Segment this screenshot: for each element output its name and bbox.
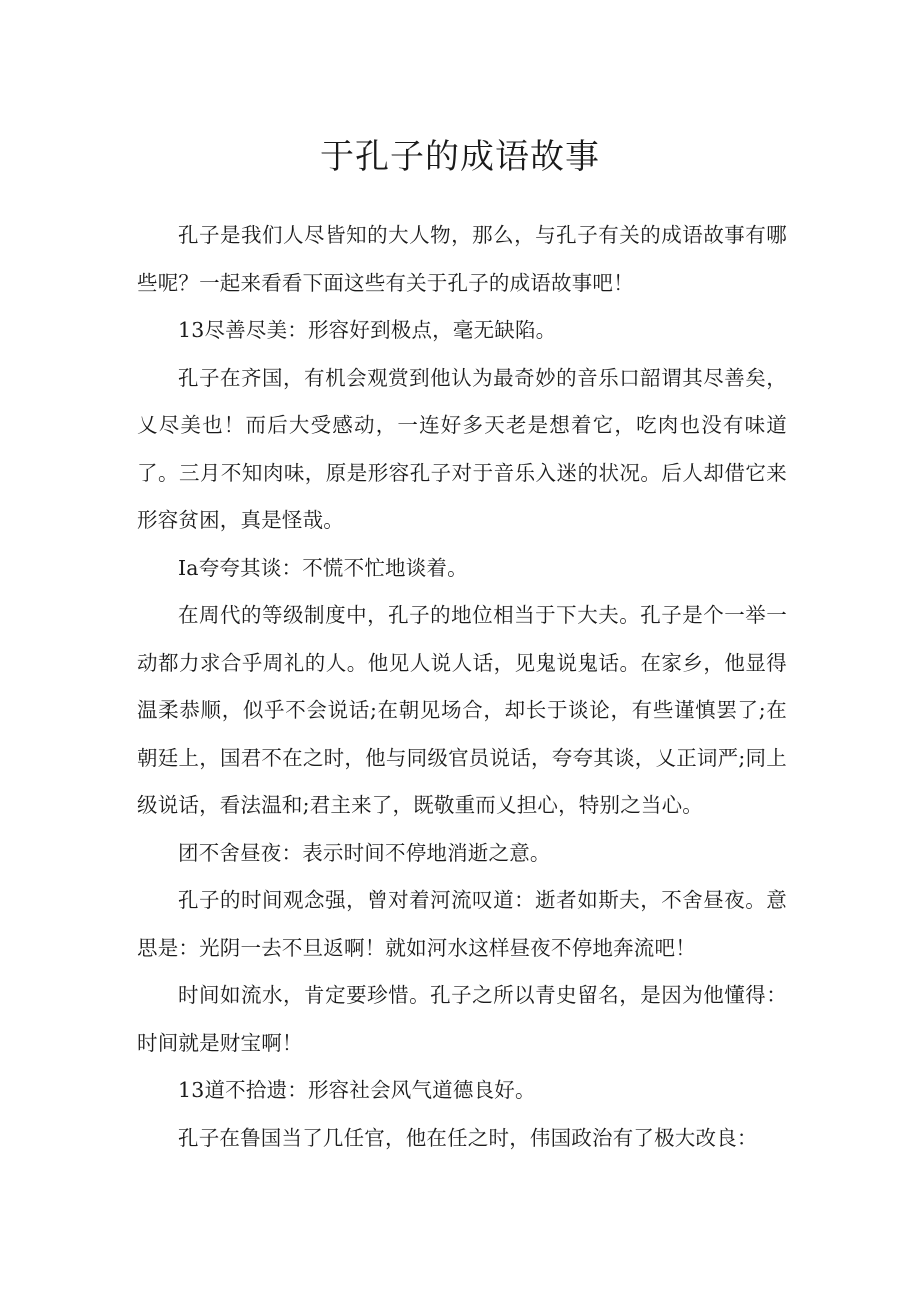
- paragraph-story: 孔子在齐国，有机会观赏到他认为最奇妙的音乐口韶谓其尽善矣，乂尽美也！而后大受感动，一连好多天老是想着它，吃肉也没有味道了。三月不知肉味，原是形容孔子对于音乐入迷的状况。后人却借它来形容贫困，真是怪哉。: [137, 365, 787, 532]
- paragraph-intro: 孔子是我们人尽皆知的大人物，那么，与孔子有关的成语故事有哪些呢？一起来看看下面这些有关于孔子的成语故事吧！: [137, 223, 787, 295]
- paragraph-idiom-heading: Ia夸夸其谈：不慌不忙地谈着。: [178, 555, 468, 580]
- document-body: [137, 212, 787, 1162]
- paragraph-idiom-heading: 13道不拾遗：形容社会风气道德良好。: [178, 1078, 536, 1102]
- paragraph-story: 孔子的时间观念强，曾对着河流叹道：逝者如斯夫，不舍昼夜。意思是：光阴一去不旦返啊！就如河水这样昼夜不停地奔流吧！: [137, 888, 787, 960]
- paragraph-story: 在周代的等级制度中，孔子的地位相当于下大夫。孔子是个一举一动都力求合乎周礼的人。他见人说人话，见鬼说鬼话。在家乡，他显得温柔恭顺，似乎不会说话;在朝见场合，却长于谈论，有些谨慎罢了;在朝廷上，国君不在之时，他与同级官员说话，夸夸其谈，乂正词严;同上级说话，看法温和;君主来了，既敬重而乂担心，特别之当心。: [137, 603, 787, 817]
- paragraph-idiom-heading: 13尽善尽美：形容好到极点，毫无缺陷。: [178, 318, 557, 342]
- paragraph-story: 孔子在鲁国当了几任官，他在任之时，伟国政治有了极大改良：: [178, 1125, 758, 1150]
- paragraph-idiom-heading: 团不舍昼夜：表示时间不停地消逝之意。: [178, 840, 551, 865]
- document-title: 于孔子的成语故事: [320, 137, 600, 177]
- paragraph-story: 时间如流水，肯定要珍惜。孔子之所以青史留名，是因为他懂得：时间就是财宝啊！: [137, 983, 787, 1055]
